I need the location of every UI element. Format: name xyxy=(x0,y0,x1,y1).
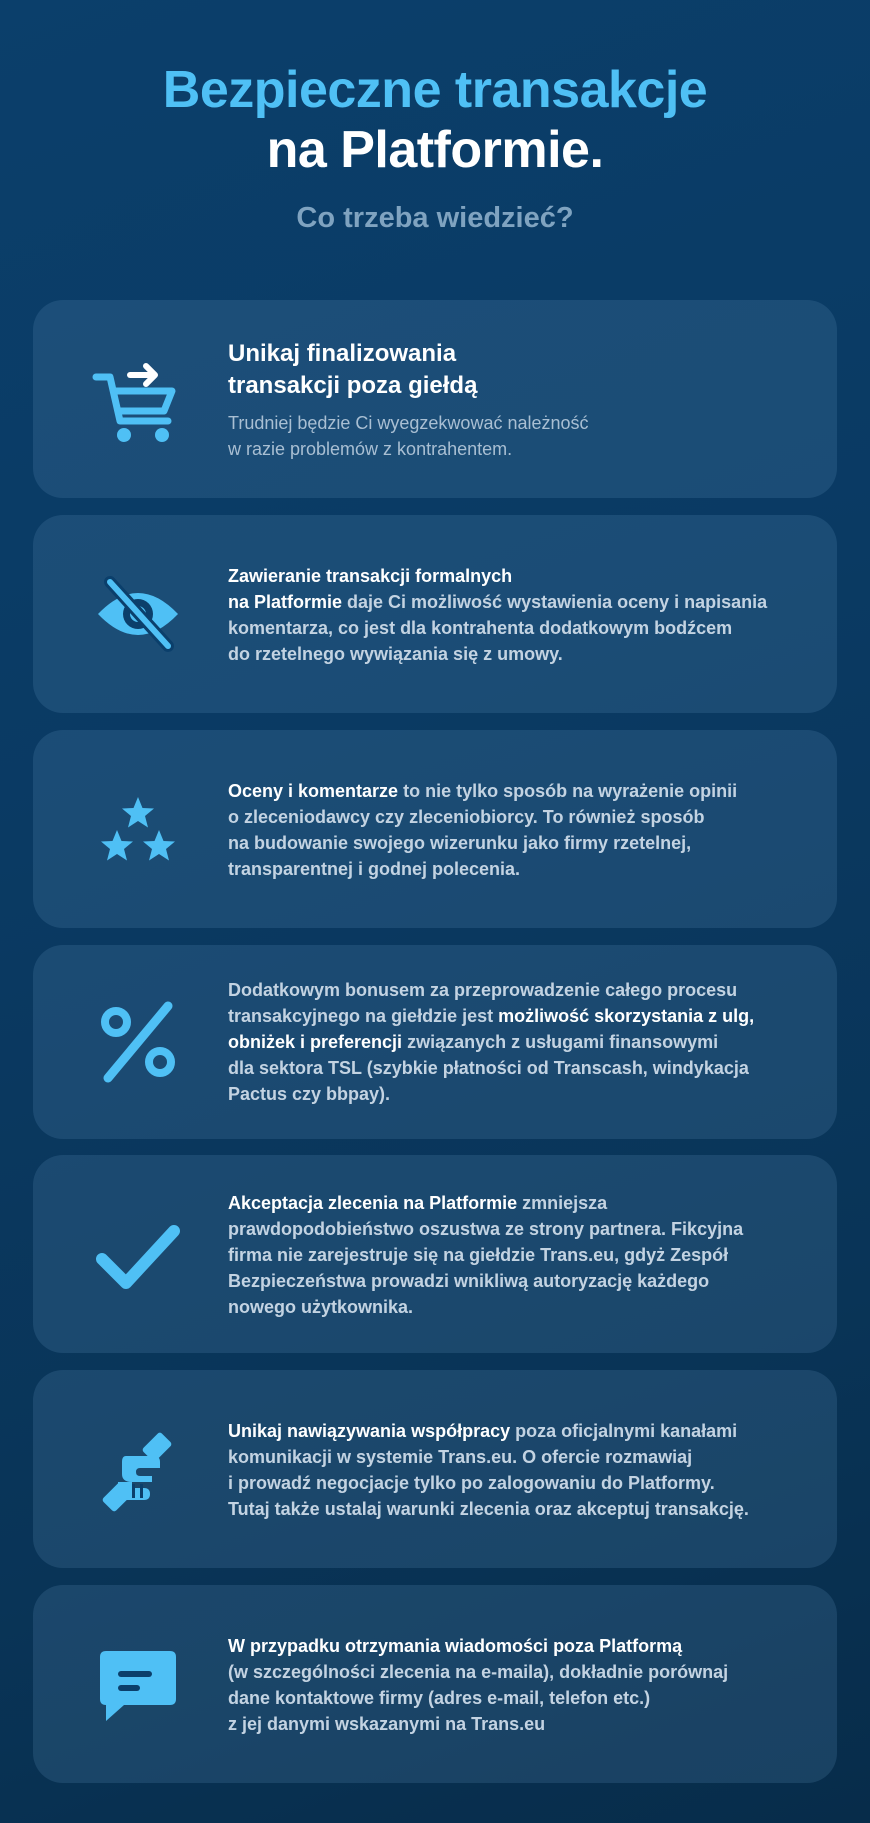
card-text-line: daje Ci możliwość wystawienia oceny i napisania xyxy=(342,592,768,612)
card-text-line: Bezpieczeństwa prowadzi wnikliwą autoryzację każdego xyxy=(228,1271,710,1291)
card-bold-text: obniżek i preferencji xyxy=(228,1032,403,1052)
info-card-bonus xyxy=(33,945,837,1139)
card-text-line: Pactus czy bbpay). xyxy=(228,1084,391,1104)
card-text-line: Tutaj także ustalaj warunki zlecenia oraz akceptuj transakcję. xyxy=(228,1499,749,1519)
card-text-line: komunikacji w systemie Trans.eu. O ofercie rozmawiaj xyxy=(228,1447,693,1467)
card-text xyxy=(228,563,798,667)
card-text-line: o zleceniodawcy czy zleceniobiorcy. To również sposób xyxy=(228,807,705,827)
cart-transfer-icon xyxy=(88,355,188,455)
card-text-line: i prowadź negocjacje tylko po zalogowaniu do Platformy. xyxy=(228,1473,715,1493)
card-bold-text: na Platformie xyxy=(228,592,343,612)
info-card-ratings xyxy=(33,730,837,928)
card-bold-text: W przypadku otrzymania wiadomości poza Platformą xyxy=(228,1636,683,1656)
card-text-line: związanych z usługami finansowymi xyxy=(402,1032,719,1052)
card-text-line: to nie tylko sposób na wyrażenie opinii xyxy=(398,781,738,801)
card-bold-text: Unikaj nawiązywania współpracy xyxy=(228,1421,511,1441)
card-bold-text: Akceptacja zlecenia na Platformie xyxy=(228,1193,518,1213)
card-text-line: komentarza, co jest dla kontrahenta dodatkowym bodźcem xyxy=(228,618,733,638)
info-card-cooperation xyxy=(33,1370,837,1568)
info-card-formal-transactions xyxy=(33,515,837,713)
info-card-acceptance xyxy=(33,1155,837,1353)
card-text-line: zmniejsza xyxy=(517,1193,608,1213)
eye-slash-icon xyxy=(88,564,188,664)
card-text-line: na budowanie swojego wizerunku jako firmy rzetelnej, xyxy=(228,833,692,853)
chat-bubble-icon xyxy=(88,1637,188,1737)
card-bold-text: Oceny i komentarze xyxy=(228,781,399,801)
info-card-offexchange xyxy=(33,300,837,498)
info-card-external-messages xyxy=(33,1585,837,1783)
page-title-line1: Bezpieczne transakcje xyxy=(162,61,708,119)
page-title-line2: na Platformie. xyxy=(266,121,604,179)
card-text-line: do rzetelnego wywiązania się z umowy. xyxy=(228,644,563,664)
card-text-line: prawdopodobieństwo oszustwa ze strony partnera. Fikcyjna xyxy=(228,1219,744,1239)
card-text xyxy=(228,1633,798,1737)
card-text xyxy=(228,1190,798,1320)
card-text xyxy=(228,338,798,462)
card-bold-text: możliwość skorzystania z ulg, xyxy=(498,1006,755,1026)
stars-icon xyxy=(88,780,188,880)
card-text-line: poza oficjalnymi kanałami xyxy=(510,1421,738,1441)
card-text-line: (w szczególności zlecenia na e-maila), dokładnie porównaj xyxy=(228,1662,729,1682)
card-text-line: nowego użytkownika. xyxy=(228,1297,414,1317)
card-title-line2: transakcji poza giełdą xyxy=(228,372,478,399)
card-text xyxy=(228,977,798,1107)
card-bold-text: Zawieranie transakcji formalnych xyxy=(228,566,513,586)
card-text-line: dla sektora TSL (szybkie płatności od Transcash, windykacja xyxy=(228,1058,749,1078)
card-text xyxy=(228,778,798,882)
checkmark-icon xyxy=(88,1207,188,1307)
card-text-line: transparentnej i godnej polecenia. xyxy=(228,859,521,879)
page-subtitle: Co trzeba wiedzieć? xyxy=(296,202,574,234)
card-text-line: firma nie zarejestruje się na giełdzie Trans.eu, gdyż Zespół xyxy=(228,1245,729,1265)
percent-icon xyxy=(88,992,188,1092)
card-desc-line2: w razie problemów z kontrahentem. xyxy=(228,439,513,459)
card-text-line: transakcyjnego na giełdzie jest xyxy=(228,1006,499,1026)
card-text-line: Dodatkowym bonusem za przeprowadzenie całego procesu xyxy=(228,980,738,1000)
card-text xyxy=(228,1418,798,1522)
card-text-line: z jej danymi wskazanymi na Trans.eu xyxy=(228,1714,546,1734)
card-title-line1: Unikaj finalizowania xyxy=(228,340,457,367)
card-text-line: dane kontaktowe firmy (adres e-mail, telefon etc.) xyxy=(228,1688,651,1708)
card-desc-line1: Trudniej będzie Ci wyegzekwować należność xyxy=(228,413,589,433)
handshake-icon xyxy=(88,1422,188,1522)
